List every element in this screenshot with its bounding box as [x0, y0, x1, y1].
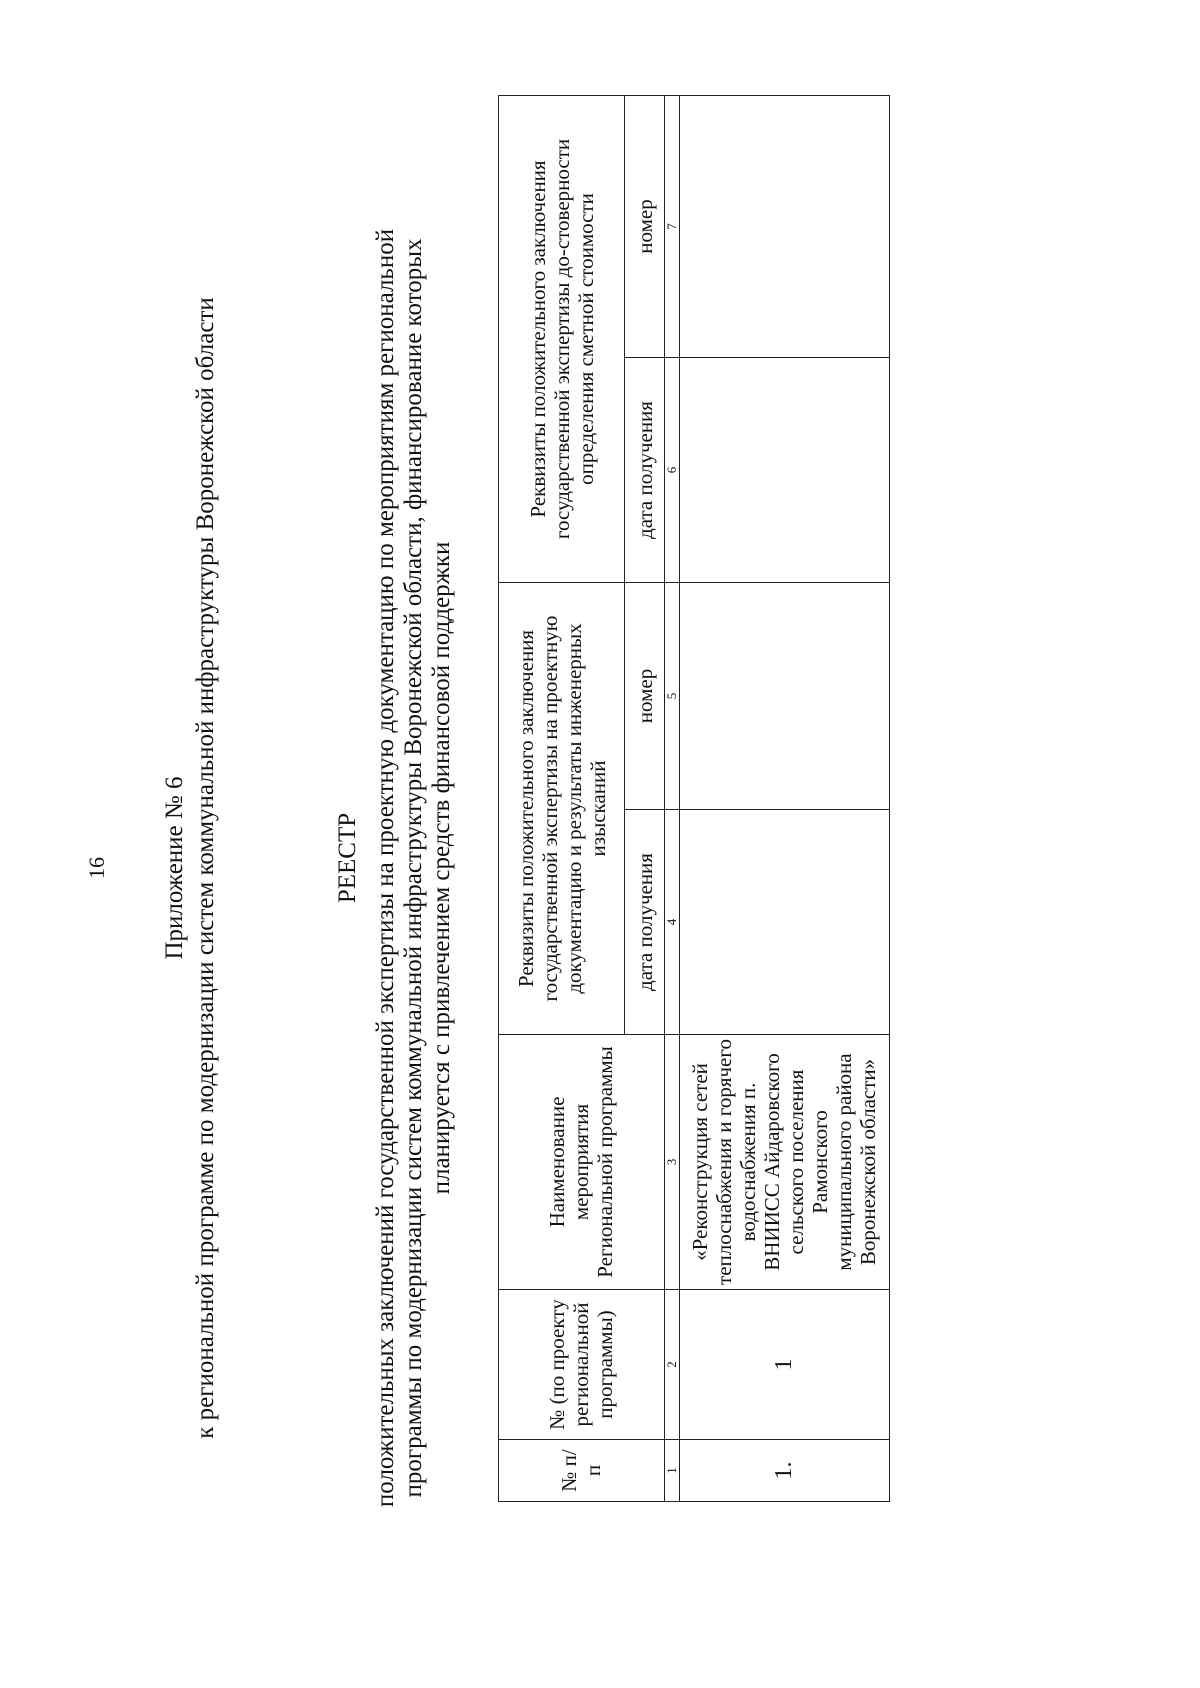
- row-index: 1.: [679, 1440, 889, 1502]
- table-header-row: [499, 95, 625, 1501]
- column-number: 2: [664, 1290, 679, 1440]
- row-date-received-project: [679, 810, 889, 1035]
- register-title: РЕЕСТР: [334, 812, 361, 904]
- header-number: номер: [625, 583, 664, 810]
- column-number: 5: [664, 583, 679, 810]
- column-number: 6: [664, 358, 679, 583]
- header-measure-name: Наименование мероприятия Региональной программы: [499, 1035, 665, 1290]
- row-number-estimate: [679, 95, 889, 357]
- register-description: положительных заключений государственной экспертизы на проектную документацию по мероприятиям региональной программы по модернизации систем коммунальной инфраструктуры Воронежской области, финансирование которых планируется с привлечением средств финансовой поддержки: [372, 228, 455, 1508]
- header-program-number: № (по проекту региональной программы): [499, 1290, 665, 1440]
- page-number: 16: [84, 857, 109, 879]
- table-row: [679, 95, 889, 1501]
- row-date-received-estimate: [679, 358, 889, 583]
- document-page: [0, 48, 1200, 1688]
- header-date-received: дата получения: [625, 810, 664, 1035]
- column-number: 4: [664, 810, 679, 1035]
- appendix-subtitle: к региональной программе по модернизации систем коммунальной инфраструктуры Воронежской области: [192, 297, 219, 1439]
- appendix-heading: [160, 228, 220, 1508]
- appendix-title: Приложение № 6: [161, 776, 188, 960]
- header-date-received: дата получения: [625, 358, 664, 583]
- register-table: [498, 95, 890, 1502]
- column-number-row: [664, 95, 679, 1501]
- header-project-expertise: Реквизиты положительного заключения государственной экспертизы на проектную документацию и результаты инженерных изысканий: [499, 583, 625, 1035]
- row-program-number: 1: [679, 1290, 889, 1440]
- column-number: 3: [664, 1035, 679, 1290]
- header-number: номер: [625, 95, 664, 357]
- column-number: 1: [664, 1440, 679, 1502]
- row-number-project: [679, 583, 889, 810]
- column-number: 7: [664, 95, 679, 357]
- header-index: № п/п: [499, 1440, 665, 1502]
- row-measure-name: «Реконструкция сетей теплоснабжения и горячего водоснабжения п. ВНИИСС Айдаровского сельского поселения Рамонского муниципального района Воронежской области»: [679, 1035, 889, 1290]
- header-estimate-expertise: Реквизиты положительного заключения государственной экспертизы до-стоверности определения сметной стоимости: [499, 95, 625, 582]
